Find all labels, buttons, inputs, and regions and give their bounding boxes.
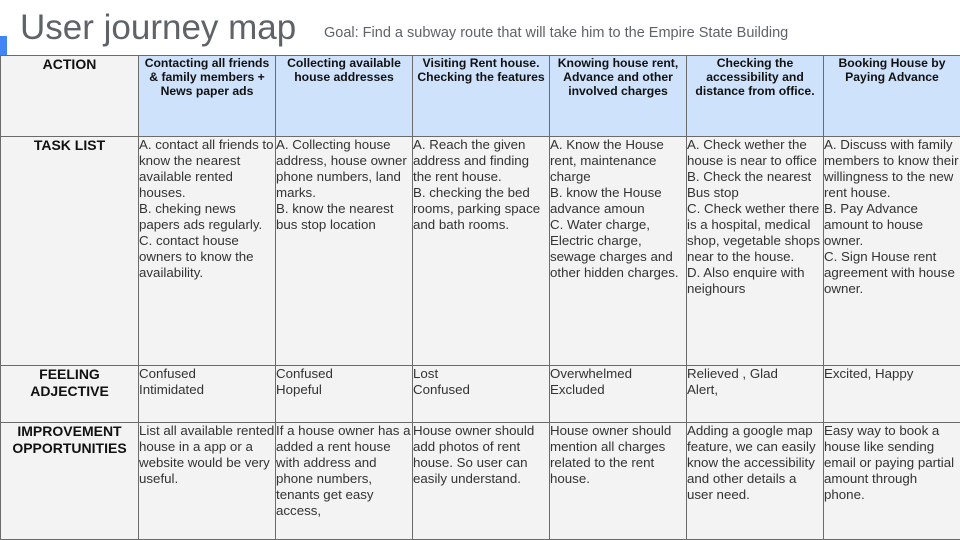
feeling-row — [1, 366, 960, 423]
action-cell: Collecting available house addresses — [276, 56, 413, 137]
task-cell: A. Reach the given address and finding the rent house. B. checking the bed rooms, parking space and bath rooms. — [413, 137, 550, 366]
action-row — [1, 56, 960, 137]
feeling-cell: Overwhelmed Excluded — [550, 366, 687, 423]
improvement-cell: House owner should add photos of rent house. So user can easily understand. — [413, 423, 550, 540]
task-cell: A. Know the House rent, maintenance charge B. know the House advance amoun C. Water charge, Electric charge, sewage charges and other hidden charges. — [550, 137, 687, 366]
accent-bar — [0, 36, 7, 56]
feeling-cell: Confused Intimidated — [139, 366, 276, 423]
feeling-cell: Lost Confused — [413, 366, 550, 423]
task-cell: A. Collecting house address, house owner phone numbers, land marks. B. know the nearest bus stop location — [276, 137, 413, 366]
action-cell: Contacting all friends & family members + News paper ads — [139, 56, 276, 137]
improvement-cell: House owner should mention all charges related to the rent house. — [550, 423, 687, 540]
action-cell: Knowing house rent, Advance and other involved charges — [550, 56, 687, 137]
row-label-improvement: IMPROVEMENT OPPORTUNITIES — [1, 423, 139, 540]
goal-text: Goal: Find a subway route that will take him to the Empire State Building — [324, 25, 789, 41]
action-cell: Checking the accessibility and distance from office. — [687, 56, 824, 137]
task-cell: A. Check wether the house is near to office B. Check the nearest Bus stop C. Check wether there is a hospital, medical shop, vegetable shops near to the house. D. Also enquire with neighours — [687, 137, 824, 366]
improvement-cell: If a house owner has a added a rent house with address and phone numbers, tenants get easy access, — [276, 423, 413, 540]
row-label-feeling: FEELING ADJECTIVE — [1, 366, 139, 423]
task-cell: A. Discuss with family members to know their willingness to the new rent house. B. Pay Advance amount to house owner. C. Sign House rent agreement with house owner. — [824, 137, 960, 366]
feeling-cell: Relieved , Glad Alert, — [687, 366, 824, 423]
improvement-cell: List all available rented house in a app or a website would be very useful. — [139, 423, 276, 540]
improvement-cell: Adding a google map feature, we can easily know the accessibility and other details a user need. — [687, 423, 824, 540]
page-title: User journey map — [20, 8, 297, 47]
journey-map-table — [0, 55, 960, 540]
row-label-action: ACTION — [1, 56, 139, 137]
feeling-cell: Confused Hopeful — [276, 366, 413, 423]
improvement-row — [1, 423, 960, 540]
task-list-row — [1, 137, 960, 366]
row-label-task-list: TASK LIST — [1, 137, 139, 366]
task-cell: A. contact all friends to know the nearest available rented houses. B. cheking news papers ads regularly. C. contact house owners to know the availability. — [139, 137, 276, 366]
action-cell: Booking House by Paying Advance — [824, 56, 960, 137]
feeling-cell: Excited, Happy — [824, 366, 960, 423]
improvement-cell: Easy way to book a house like sending email or paying partial amount through phone. — [824, 423, 960, 540]
action-cell: Visiting Rent house. Checking the features — [413, 56, 550, 137]
